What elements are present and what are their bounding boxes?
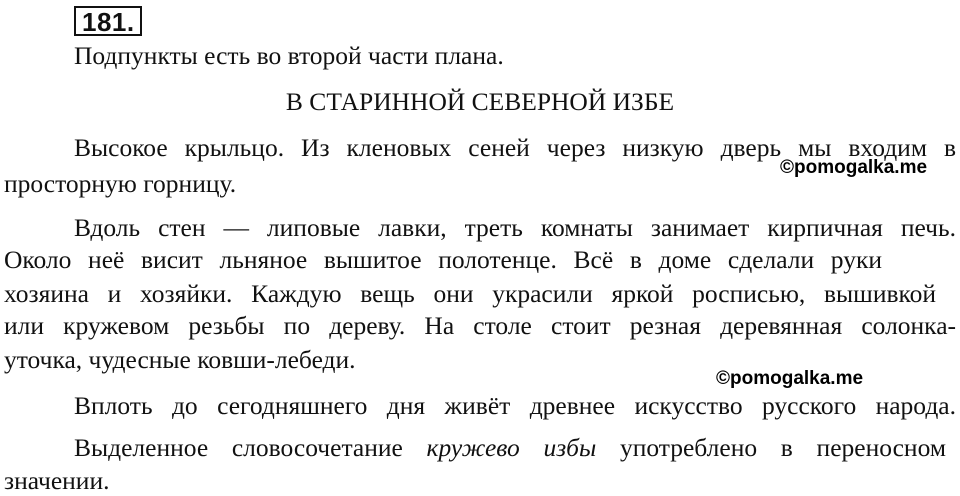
paragraph-3-line-1: Вплоть до сегодняшнего дня живёт древнее искусство русского народа. <box>74 391 956 420</box>
note-text-b: употреблено в переносном <box>596 433 946 462</box>
watermark-1: ©pomogalka.me <box>780 157 928 178</box>
note-line-1 <box>74 433 946 463</box>
paragraph-2-line-5: уточка, чудесные ковши-лебеди. <box>4 345 356 374</box>
exercise-number: 181. <box>74 6 142 36</box>
note-text-a: Выделенное словосочетание <box>74 433 427 462</box>
paragraph-2-line-2: Около неё висит льняное вышитое полотенце. Всё в доме сделали руки <box>4 245 882 274</box>
paragraph-1-line-1: Высокое крыльцо. Из кленовых сеней через низкую дверь мы входим в <box>74 133 956 162</box>
paragraph-2-line-4: или кружевом резьбы по дереву. На столе стоит резная деревянная солонка- <box>4 311 956 340</box>
paragraph-2-line-3: хозяина и хозяйки. Каждую вещь они украсили яркой росписью, вышивкой <box>4 279 936 308</box>
intro-line: Подпункты есть во второй части плана. <box>74 41 504 70</box>
highlighted-phrase: кружево избы <box>426 433 597 462</box>
paragraph-2-line-1: Вдоль стен — липовые лавки, треть комнаты занимает кирпичная печь. <box>74 213 956 242</box>
text-title: В СТАРИННОЙ СЕВЕРНОЙ ИЗБЕ <box>285 87 675 116</box>
note-line-2: значении. <box>4 466 110 495</box>
watermark-2: ©pomogalka.me <box>716 368 864 389</box>
paragraph-1-line-2: просторную горницу. <box>4 169 237 198</box>
